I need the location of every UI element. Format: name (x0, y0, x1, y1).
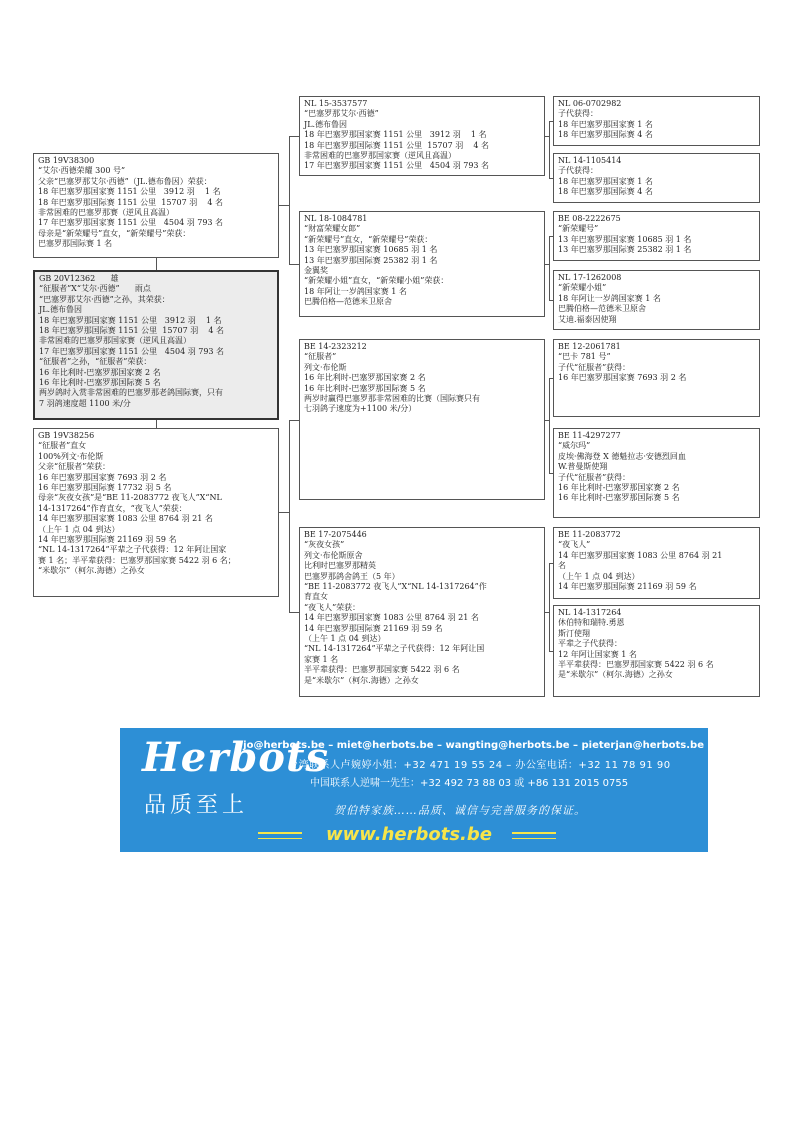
box-line: 子代获得： (558, 109, 598, 119)
box-line: BE 11-4297277 (558, 431, 621, 440)
box-line: 巴塞罗那国际赛 1 名 (38, 239, 113, 249)
box-line: 母亲“灰夜女孩”是“BE 11-2083772 夜飞人”X“NL (38, 493, 222, 503)
connector-line (289, 136, 290, 264)
box-line: 七羽鸽子速度为+1100 米/分） (304, 404, 417, 414)
box-line: NL 17-1262008 (558, 273, 622, 282)
box-line: “夜飞人” (558, 540, 591, 550)
box-line: 13 年巴塞罗那国际赛 25382 羽 1 名 (304, 255, 438, 265)
pedigree-box-be-08-2222675 (553, 211, 760, 261)
box-line: 16 年比利时-巴塞罗那国际赛 5 名 (304, 383, 426, 393)
box-line: 13 年巴塞罗那国际赛 25382 羽 1 名 (558, 245, 692, 255)
box-line: GB 19V38300 (38, 156, 95, 165)
box-line: 两岁鸽时入赏非常困难的巴塞罗那老鸽国际赛，只有 (39, 388, 223, 398)
box-line: 艾迪.福泰因使翔 (558, 314, 617, 324)
box-line: 平辈之子代获得： (558, 639, 622, 649)
connector-line (549, 378, 550, 473)
box-line: 16 年巴塞罗那国家赛 7693 羽 2 名 (38, 472, 167, 482)
connector-line (156, 420, 157, 428)
connector-line (549, 121, 550, 178)
box-line: 16 年比利时-巴塞罗那国际赛 5 名 (558, 493, 680, 503)
box-line: 是“米歇尔”（柯尔.海德）之孙女 (558, 670, 673, 680)
box-line: 17 年巴塞罗那国家赛 1151 公里 4504 羽 793 名 (39, 346, 225, 356)
box-line: 16 年巴塞罗那国际赛 17732 羽 5 名 (38, 483, 172, 493)
box-line: 14 年巴塞罗那国家赛 1083 公里 8764 羽 21 名 (304, 613, 479, 623)
box-line: NL 14-1317264 (558, 608, 622, 617)
box-line: 巴塞罗那鸽舍鸽王（5 年） (304, 571, 400, 581)
pedigree-box-be-11-4297277 (553, 428, 760, 518)
box-line: NL 14-1105414 (558, 156, 622, 165)
box-line: 14 年巴塞罗那国家赛 1083 公里 8764 羽 21 名 (38, 514, 213, 524)
box-line: 18 年阿让一岁鸽国家赛 1 名 (558, 293, 661, 303)
box-line: “NL 14-1317264”平辈之子代获得：12 年阿让国家 (38, 545, 227, 555)
box-line: JL.德布鲁因 (304, 119, 348, 129)
box-line: （上午 1 点 04 到达） (304, 634, 386, 644)
connector-line (289, 420, 299, 421)
banner-phone-china: 中国联系人逆啸一先生：+32 492 73 88 03 或 +86 131 2015 0755 (310, 778, 629, 789)
box-line: 12 年阿让国家赛 1 名 (558, 649, 637, 659)
box-line: 斯汀使翔 (558, 628, 590, 638)
connector-line (289, 264, 299, 265)
box-line: 父亲“巴塞罗那艾尔·西德”（JL.德布鲁因）荣获： (38, 176, 212, 186)
box-line: 16 年比利时-巴塞罗那国家赛 2 名 (39, 367, 161, 377)
box-line: “新荣耀小姐”直女，“新荣耀小姐”荣获： (304, 276, 449, 286)
box-line: 皮埃·佛海登 X 德魁拉志·安德烈回血 (558, 451, 686, 461)
connector-line (549, 178, 553, 179)
box-line: 18 年阿让一岁鸽国家赛 1 名 (304, 286, 407, 296)
box-line: GB 19V38256 (38, 431, 95, 440)
box-line: NL 06-0702982 (558, 99, 622, 108)
pedigree-box-gb-19v38300 (33, 153, 279, 258)
box-line: 18 年巴塞罗那国家赛 1151 公里 3912 羽 1 名 (39, 315, 222, 325)
pedigree-box-be-17-2075446 (299, 527, 545, 697)
herbots-logo: Herbots (142, 734, 329, 781)
box-line: 金翼奖 (304, 266, 328, 276)
box-line: （上午 1 点 04 到达） (558, 571, 640, 581)
box-line: BE 12-2061781 (558, 342, 621, 351)
box-line: “夜飞人”荣获： (304, 602, 361, 612)
box-line: JL.德布鲁因 (39, 305, 83, 315)
box-line: 非常困难的巴塞罗那国家赛（逆风且高温） (39, 336, 191, 346)
box-line: 子代“征服者”获得： (558, 362, 631, 372)
box-line: “米歇尔”（柯尔.海德）之孙女 (38, 566, 145, 576)
connector-line (549, 121, 553, 122)
box-line: 18 年巴塞罗那国际赛 4 名 (558, 187, 653, 197)
decorative-dash (258, 832, 302, 834)
box-line: 14 年巴塞罗那国家赛 1083 公里 8764 羽 21 (558, 550, 723, 560)
connector-line (289, 136, 299, 137)
box-line: NL 15-3537577 (304, 99, 368, 108)
box-line: GB 20V12362 雄 (39, 274, 119, 283)
connector-line (156, 258, 157, 270)
box-line: BE 17-2075446 (304, 530, 367, 539)
box-line: 列文·布伦斯原舍 (304, 550, 363, 560)
box-line: 比利时巴塞罗那精英 (304, 561, 376, 571)
connector-line (289, 612, 299, 613)
box-line: 17 年巴塞罗那国家赛 1151 公里 4504 羽 793 名 (38, 218, 224, 228)
pedigree-box-subject-gb-20v12362 (33, 270, 279, 420)
box-line: 16 年比利时-巴塞罗那国家赛 2 名 (558, 483, 680, 493)
box-line: 父亲“征服者”荣获： (38, 462, 111, 472)
connector-line (549, 236, 550, 300)
connector-line (549, 236, 553, 237)
banner-slogan: 品质至上 (144, 793, 249, 818)
box-line: W.普曼斯使翔 (558, 462, 608, 472)
box-line: 是“米歇尔”（柯尔.海德）之孙女 (304, 675, 419, 685)
connector-line (279, 205, 289, 206)
box-line: “威尔玛” (558, 441, 591, 451)
box-line: 14-1317264”作育直女，“夜飞人”荣获： (38, 503, 187, 513)
decorative-dash (258, 838, 302, 839)
box-line: 半平辈获得：巴塞罗那国家赛 5422 羽 6 名 (558, 660, 714, 670)
pedigree-box-nl-15-3537577 (299, 96, 545, 176)
box-line: 18 年巴塞罗那国家赛 1151 公里 3912 羽 1 名 (304, 130, 487, 140)
box-line: 16 年比利时-巴塞罗那国家赛 2 名 (304, 373, 426, 383)
box-line: 母亲是“新荣耀号”直女，“新荣耀号”荣获： (38, 228, 191, 238)
box-line: 18 年巴塞罗那国际赛 1151 公里 15707 羽 4 名 (304, 140, 490, 150)
box-line: 半平辈获得：巴塞罗那国家赛 5422 羽 6 名 (304, 665, 460, 675)
banner-website-link[interactable]: www.herbots.be (326, 824, 492, 845)
connector-line (549, 563, 550, 651)
box-line: 巴腾伯格—范德米卫原舍 (304, 297, 392, 307)
box-line: 7 羽鸽速度超 1100 米/分 (39, 398, 131, 408)
pedigree-box-nl-18-1084781 (299, 211, 545, 317)
pedigree-box-be-11-2083772 (553, 527, 760, 599)
pedigree-box-nl-06-0702982 (553, 96, 760, 146)
box-line: NL 18-1084781 (304, 214, 368, 223)
box-line: 100%列文·布伦斯 (38, 451, 104, 461)
box-line: “征服者”X“艾尔·西德” 雨点 (39, 284, 151, 294)
box-line: （上午 1 点 04 到达） (38, 524, 120, 534)
banner-phone-taiwan: 台湾联系人卢婉婷小姐：+32 471 19 55 24 – 办公室电话：+32 11 78 91 90 (288, 760, 671, 771)
box-line: 16 年比利时-巴塞罗那国际赛 5 名 (39, 378, 161, 388)
box-line: “巴卡 781 号” (558, 352, 611, 362)
box-line: “NL 14-1317264”平辈之子代获得：12 年阿让国 (304, 644, 485, 654)
box-line: 14 年巴塞罗那国际赛 21169 羽 59 名 (558, 582, 697, 592)
connector-line (549, 651, 553, 652)
box-line: 18 年巴塞罗那国家赛 1 名 (558, 119, 653, 129)
pedigree-box-be-12-2061781 (553, 339, 760, 417)
box-line: 18 年巴塞罗那国家赛 1151 公里 3912 羽 1 名 (38, 187, 221, 197)
box-line: “新荣耀小姐” (558, 283, 607, 293)
pedigree-box-gb-19v38256 (33, 428, 279, 597)
box-line: “财富荣耀女郎” (304, 224, 361, 234)
box-line: “征服者”直女 (38, 441, 87, 451)
box-line: 18 年巴塞罗那国际赛 4 名 (558, 130, 653, 140)
pedigree-box-nl-17-1262008 (553, 270, 760, 330)
box-line: “征服者”之孙，“征服者”荣获： (39, 357, 152, 367)
box-line: 18 年巴塞罗那国家赛 1 名 (558, 176, 653, 186)
connector-line (549, 563, 553, 564)
decorative-dash (512, 838, 556, 839)
herbots-banner (120, 728, 708, 852)
pedigree-box-nl-14-1105414 (553, 153, 760, 203)
connector-line (289, 420, 290, 612)
box-line: 16 年巴塞罗那国家赛 7693 羽 2 名 (558, 373, 687, 383)
box-line: “巴塞罗那艾尔·西德” (304, 109, 379, 119)
connector-line (549, 300, 553, 301)
pedigree-box-be-14-2323212 (299, 339, 545, 500)
box-line: 非常困难的巴塞罗那赛（逆风且高温） (38, 208, 174, 218)
box-line: “征服者” (304, 352, 337, 362)
box-line: BE 11-2083772 (558, 530, 621, 539)
box-line: 14 年巴塞罗那国际赛 21169 羽 59 名 (304, 623, 443, 633)
box-line: 18 年巴塞罗那国际赛 1151 公里 15707 羽 4 名 (38, 197, 224, 207)
banner-tagline: 贺伯特家族……品质、诚信与完善服务的保证。 (334, 804, 586, 817)
box-line: 两岁时赢得巴塞罗那非常困难的比赛（国际赛只有 (304, 394, 480, 404)
box-line: “巴塞罗那艾尔·西德”之孙，其荣获： (39, 294, 170, 304)
box-line: 列文·布伦斯 (304, 362, 347, 372)
connector-line (279, 512, 289, 513)
box-line: “灰夜女孩” (304, 540, 345, 550)
box-line: 休伯特和瑞特.勇恩 (558, 618, 625, 628)
box-line: 名 (558, 561, 566, 571)
box-line: 18 年巴塞罗那国际赛 1151 公里 15707 羽 4 名 (39, 326, 225, 336)
box-line: “新荣耀号” (558, 224, 599, 234)
box-line: 13 年巴塞罗那国家赛 10685 羽 1 名 (558, 234, 692, 244)
box-line: BE 14-2323212 (304, 342, 367, 351)
box-line: 巴腾伯格—范德米卫原舍 (558, 304, 646, 314)
box-line: 育直女 (304, 592, 328, 602)
box-line: “新荣耀号”直女，“新荣耀号”荣获： (304, 234, 433, 244)
box-line: 家赛 1 名 (304, 654, 339, 664)
connector-line (549, 378, 553, 379)
box-line: 非常困难的巴塞罗那国家赛（逆风且高温） (304, 151, 456, 161)
box-line: 17 年巴塞罗那国家赛 1151 公里 4504 羽 793 名 (304, 161, 490, 171)
box-line: BE 08-2222675 (558, 214, 621, 223)
banner-emails[interactable]: jo@herbots.be – miet@herbots.be – wangting@herbots.be – pieterjan@herbots.be (243, 740, 704, 751)
box-line: 子代“征服者”获得： (558, 472, 631, 482)
box-line: “艾尔·西德荣耀 300 号” (38, 166, 126, 176)
box-line: 14 年巴塞罗那国际赛 21169 羽 59 名 (38, 535, 177, 545)
decorative-dash (512, 832, 556, 834)
box-line: 13 年巴塞罗那国家赛 10685 羽 1 名 (304, 245, 438, 255)
box-line: “BE 11-2083772 夜飞人”X“NL 14-1317264”作 (304, 582, 487, 592)
box-line: 赛 1 名；半平辈获得：巴塞罗那国家赛 5422 羽 6 名； (38, 555, 236, 565)
box-line: 子代获得： (558, 166, 598, 176)
connector-line (549, 473, 553, 474)
pedigree-box-nl-14-1317264 (553, 605, 760, 697)
